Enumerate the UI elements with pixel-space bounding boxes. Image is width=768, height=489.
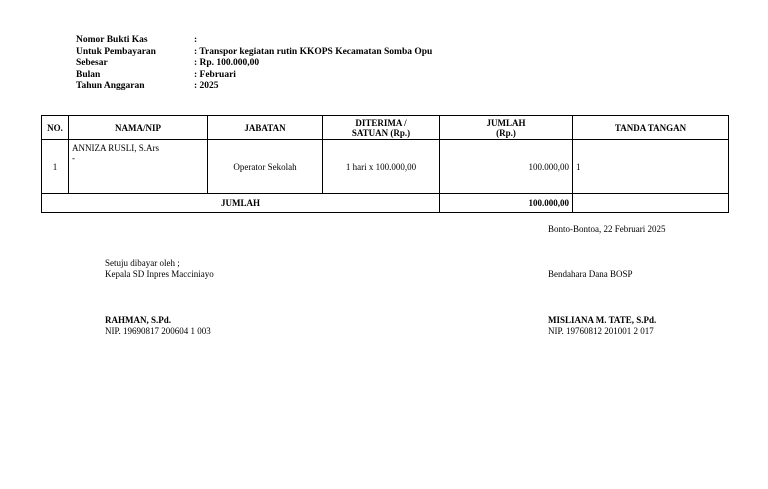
info-value: : Februari [194,69,236,80]
cell-nama: ANNIZA RUSLI, S.Ars [72,143,160,153]
info-value: : [194,35,198,45]
col-header-diterima-line2: SATUAN (Rp.) [351,127,411,138]
col-header-tanda-tangan: TANDA TANGAN [573,116,729,140]
col-header-diterima [323,116,440,140]
treasurer-nip: NIP. 19760812 201001 2 017 [548,326,654,336]
info-label: Bulan [76,69,101,80]
total-value-text: 100.000,00 [528,198,569,208]
treasurer-name: MISLIANA M. TATE, S.Pd. [548,315,657,325]
info-value: : Rp. 100.000,00 [194,58,260,68]
col-header-jumlah [440,116,573,140]
approver-nip: NIP. 19690817 200604 1 003 [105,326,211,336]
info-label: Sebesar [76,58,108,68]
approval-line: Setuju dibayar oleh ; [105,258,180,268]
approver-name: RAHMAN, S.Pd. [105,315,172,325]
total-empty-cell [573,194,729,213]
info-row-tahun-anggaran [76,81,432,93]
cell-tanda-tangan: 1 [573,140,729,194]
col-header-nama: NAMA/NIP [69,116,208,140]
col-header-jumlah-line2: (Rp.) [496,127,516,138]
cell-jumlah: 100.000,00 [440,140,573,194]
info-label: Untuk Pembayaran [76,46,156,57]
total-value [440,194,573,213]
info-value: : 2025 [194,81,219,91]
cell-no: 1 [42,140,69,194]
col-header-diterima-line1: DITERIMA / [355,117,407,128]
payment-table [41,115,729,213]
info-label: Tahun Anggaran [76,81,145,91]
table-header-row [42,116,729,140]
cell-jabatan: Operator Sekolah [208,140,323,194]
table-total-row [42,194,729,213]
info-row-untuk-pembayaran [76,47,432,59]
cell-nama-nip [69,140,208,194]
table-row [42,140,729,194]
cell-diterima: 1 hari x 100.000,00 [323,140,440,194]
treasurer-title: Bendahara Dana BOSP [548,269,633,279]
col-header-jabatan: JABATAN [208,116,323,140]
col-header-no: NO. [42,116,69,140]
cell-nip: - [72,153,75,163]
payment-info [76,35,432,93]
total-label: JUMLAH [42,194,440,213]
place-date: Bonto-Bontoa, 22 Februari 2025 [548,224,666,234]
info-row-sebesar [76,58,432,70]
info-label: Nomor Bukti Kas [76,35,148,45]
approver-title: Kepala SD Inpres Macciniayo [105,269,214,279]
info-row-bulan [76,70,432,82]
col-header-jumlah-line1: JUMLAH [486,117,526,128]
info-value: : Transpor kegiatan rutin KKOPS Kecamatan Somba Opu [194,46,433,57]
info-row-nomor-bukti [76,35,432,47]
